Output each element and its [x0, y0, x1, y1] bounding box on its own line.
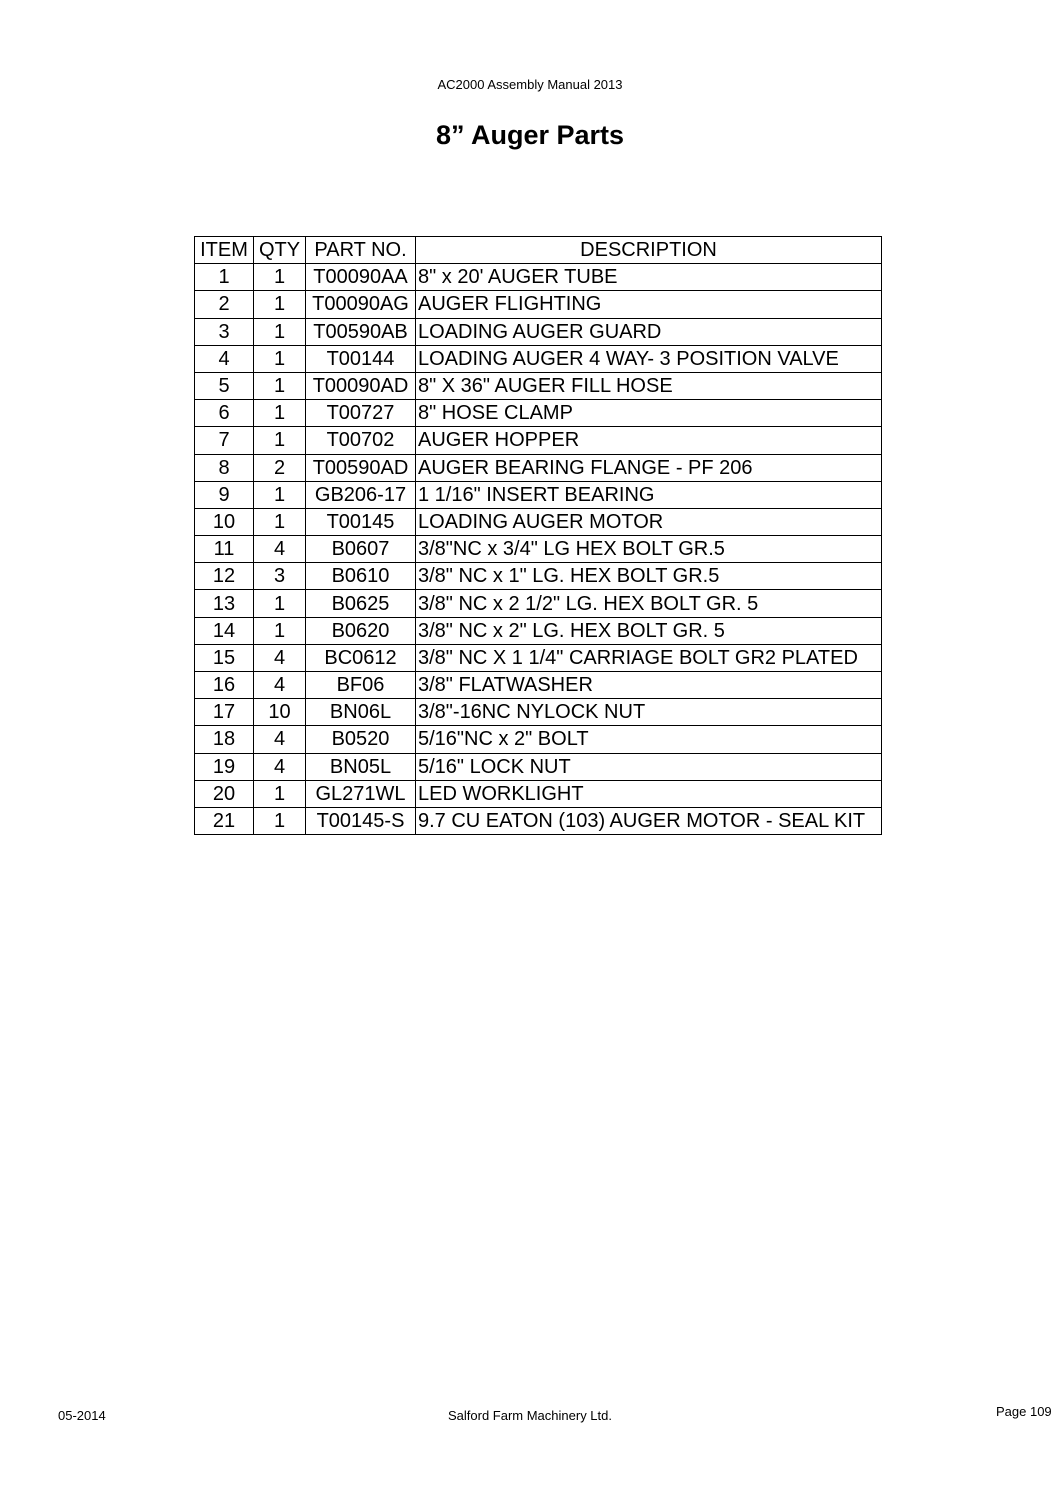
table-row — [195, 726, 882, 753]
table-row — [195, 753, 882, 780]
cell-part-no: GB206-17 — [306, 481, 416, 508]
cell-description: 3/8" NC x 1" LG. HEX BOLT GR.5 — [416, 563, 882, 590]
cell-item: 3 — [195, 318, 254, 345]
cell-item: 19 — [195, 753, 254, 780]
cell-item: 17 — [195, 699, 254, 726]
cell-item: 16 — [195, 672, 254, 699]
cell-part-no: BN05L — [306, 753, 416, 780]
table-row — [195, 400, 882, 427]
page-title: 8” Auger Parts — [435, 120, 625, 150]
cell-part-no: T00590AD — [306, 454, 416, 481]
cell-item: 9 — [195, 481, 254, 508]
cell-item: 20 — [195, 780, 254, 807]
footer-company: Salford Farm Machinery Ltd. — [447, 1408, 612, 1423]
cell-description: 3/8" FLATWASHER — [416, 672, 882, 699]
table-row — [195, 427, 882, 454]
cell-qty: 1 — [254, 617, 306, 644]
cell-item: 11 — [195, 536, 254, 563]
cell-part-no: T00090AA — [306, 264, 416, 291]
table-row — [195, 617, 882, 644]
cell-qty: 1 — [254, 372, 306, 399]
cell-part-no: B0610 — [306, 563, 416, 590]
cell-qty: 4 — [254, 644, 306, 671]
cell-part-no: B0520 — [306, 726, 416, 753]
cell-part-no: T00590AB — [306, 318, 416, 345]
table-row — [195, 508, 882, 535]
cell-description: LOADING AUGER MOTOR — [416, 508, 882, 535]
cell-qty: 1 — [254, 780, 306, 807]
cell-part-no: BC0612 — [306, 644, 416, 671]
cell-qty: 2 — [254, 454, 306, 481]
parts-table-body — [195, 264, 882, 835]
table-row — [195, 563, 882, 590]
cell-item: 14 — [195, 617, 254, 644]
table-row — [195, 372, 882, 399]
table-row — [195, 481, 882, 508]
column-header-part-no: PART NO. — [306, 237, 416, 264]
cell-qty: 4 — [254, 726, 306, 753]
cell-item: 18 — [195, 726, 254, 753]
cell-item: 13 — [195, 590, 254, 617]
cell-part-no: T00144 — [306, 345, 416, 372]
cell-description: AUGER HOPPER — [416, 427, 882, 454]
cell-qty: 1 — [254, 481, 306, 508]
cell-item: 12 — [195, 563, 254, 590]
cell-description: 8" x 20' AUGER TUBE — [416, 264, 882, 291]
cell-qty: 1 — [254, 590, 306, 617]
cell-item: 6 — [195, 400, 254, 427]
cell-description: LED WORKLIGHT — [416, 780, 882, 807]
cell-part-no: BN06L — [306, 699, 416, 726]
cell-qty: 1 — [254, 291, 306, 318]
cell-part-no: B0620 — [306, 617, 416, 644]
document-header: AC2000 Assembly Manual 2013 — [437, 77, 623, 92]
table-row — [195, 264, 882, 291]
cell-qty: 4 — [254, 753, 306, 780]
table-row — [195, 291, 882, 318]
cell-qty: 1 — [254, 508, 306, 535]
cell-part-no: T00727 — [306, 400, 416, 427]
cell-qty: 1 — [254, 400, 306, 427]
cell-qty: 4 — [254, 672, 306, 699]
cell-qty: 1 — [254, 318, 306, 345]
table-row — [195, 780, 882, 807]
cell-description: LOADING AUGER 4 WAY- 3 POSITION VALVE — [416, 345, 882, 372]
cell-qty: 1 — [254, 427, 306, 454]
cell-description: 3/8"NC x 3/4" LG HEX BOLT GR.5 — [416, 536, 882, 563]
cell-qty: 4 — [254, 536, 306, 563]
cell-description: AUGER BEARING FLANGE - PF 206 — [416, 454, 882, 481]
cell-description: LOADING AUGER GUARD — [416, 318, 882, 345]
footer-page-number: Page 109 — [996, 1404, 1052, 1419]
cell-item: 8 — [195, 454, 254, 481]
cell-qty: 3 — [254, 563, 306, 590]
cell-item: 2 — [195, 291, 254, 318]
cell-part-no: B0625 — [306, 590, 416, 617]
cell-item: 4 — [195, 345, 254, 372]
cell-description: 8" X 36" AUGER FILL HOSE — [416, 372, 882, 399]
cell-part-no: T00090AD — [306, 372, 416, 399]
table-row — [195, 345, 882, 372]
cell-item: 10 — [195, 508, 254, 535]
column-header-qty: QTY — [254, 237, 306, 264]
cell-item: 7 — [195, 427, 254, 454]
table-row — [195, 318, 882, 345]
cell-qty: 1 — [254, 264, 306, 291]
cell-item: 5 — [195, 372, 254, 399]
cell-part-no: T00090AG — [306, 291, 416, 318]
table-row — [195, 590, 882, 617]
column-header-item: ITEM — [195, 237, 254, 264]
cell-part-no: T00702 — [306, 427, 416, 454]
table-row — [195, 536, 882, 563]
cell-description: 3/8" NC x 2" LG. HEX BOLT GR. 5 — [416, 617, 882, 644]
cell-item: 15 — [195, 644, 254, 671]
cell-part-no: GL271WL — [306, 780, 416, 807]
table-row — [195, 699, 882, 726]
table-row — [195, 672, 882, 699]
cell-description: 5/16"NC x 2" BOLT — [416, 726, 882, 753]
cell-part-no: B0607 — [306, 536, 416, 563]
cell-qty: 1 — [254, 807, 306, 834]
footer-date: 05-2014 — [58, 1408, 106, 1423]
table-row — [195, 644, 882, 671]
cell-qty: 1 — [254, 345, 306, 372]
cell-description: AUGER FLIGHTING — [416, 291, 882, 318]
cell-description: 1 1/16" INSERT BEARING — [416, 481, 882, 508]
cell-description: 5/16" LOCK NUT — [416, 753, 882, 780]
cell-item: 21 — [195, 807, 254, 834]
cell-description: 8" HOSE CLAMP — [416, 400, 882, 427]
table-row — [195, 807, 882, 834]
cell-part-no: BF06 — [306, 672, 416, 699]
cell-description: 3/8"-16NC NYLOCK NUT — [416, 699, 882, 726]
cell-part-no: T00145-S — [306, 807, 416, 834]
cell-qty: 10 — [254, 699, 306, 726]
table-row — [195, 454, 882, 481]
cell-description: 3/8" NC X 1 1/4" CARRIAGE BOLT GR2 PLATED — [416, 644, 882, 671]
table-header-row — [195, 237, 882, 264]
cell-description: 3/8" NC x 2 1/2" LG. HEX BOLT GR. 5 — [416, 590, 882, 617]
parts-table — [194, 236, 882, 835]
column-header-description: DESCRIPTION — [416, 237, 882, 264]
cell-part-no: T00145 — [306, 508, 416, 535]
cell-description: 9.7 CU EATON (103) AUGER MOTOR - SEAL KIT — [416, 807, 882, 834]
cell-item: 1 — [195, 264, 254, 291]
